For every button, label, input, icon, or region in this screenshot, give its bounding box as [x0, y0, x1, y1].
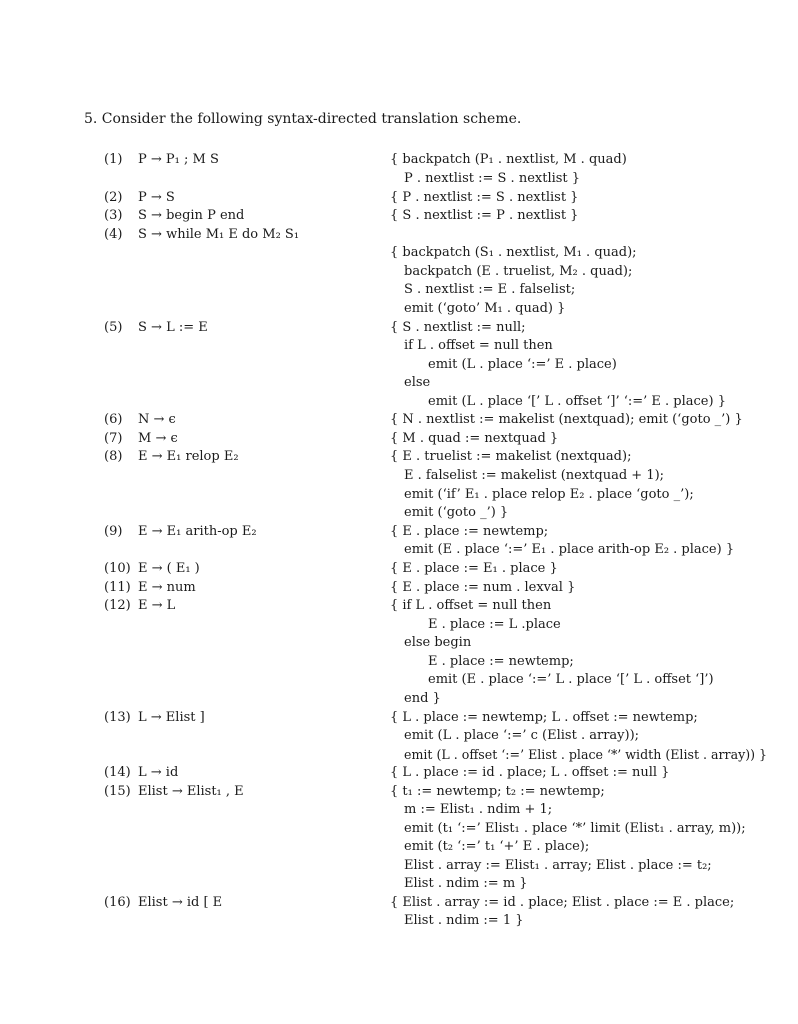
action-line: { E . truelist := makelist (nextquad); — [390, 449, 632, 464]
production-text: S → begin P end — [138, 208, 245, 223]
production-text: L → Elist ] — [138, 710, 205, 725]
action-line: emit (L . place ‘[’ L . offset ‘]’ ‘:=’ E . place) } — [428, 394, 726, 409]
action-line: end } — [404, 691, 441, 706]
production-text: E → E₁ arith-op E₂ — [138, 524, 257, 539]
production-number: (13) — [104, 710, 131, 725]
production-text: Elist → Elist₁ , E — [138, 784, 244, 799]
production-12 — [104, 598, 175, 614]
action-line: emit (t₁ ‘:=’ Elist₁ . place ‘*’ limit (Elist₁ . array, m)); — [404, 821, 746, 836]
production-number: (2) — [104, 190, 123, 205]
action-line: Elist . array := Elist₁ . array; Elist . place := t₂; — [404, 858, 712, 873]
question-title: 5. Consider the following syntax-directed translation scheme. — [84, 111, 522, 127]
action-line: E . place := newtemp; — [428, 654, 574, 669]
action-line: emit (‘goto’ M₁ . quad) } — [404, 301, 566, 316]
production-text: S → while M₁ E do M₂ S₁ — [138, 227, 300, 242]
production-number: (10) — [104, 561, 131, 576]
action-line: emit (t₂ ‘:=’ t₁ ‘+’ E . place); — [404, 839, 590, 854]
action-line: backpatch (E . truelist, M₂ . quad); — [404, 264, 633, 279]
action-line: emit (E . place ‘:=’ L . place ‘[’ L . offset ‘]’) — [428, 672, 714, 687]
production-number: (11) — [104, 580, 131, 595]
production-text: L → id — [138, 765, 179, 780]
action-line: Elist . ndim := m } — [404, 876, 528, 891]
production-9 — [104, 524, 257, 540]
action-line: { t₁ := newtemp; t₂ := newtemp; — [390, 784, 605, 799]
action-line: emit (E . place ‘:=’ E₁ . place arith-op E₂ . place) } — [404, 542, 735, 557]
production-number: (16) — [104, 895, 131, 910]
production-number: (6) — [104, 412, 123, 427]
production-text: E → L — [138, 598, 176, 613]
action-line: emit (L . place ‘:=’ E . place) — [428, 357, 617, 372]
production-text: S → L := E — [138, 320, 208, 335]
action-line: else begin — [404, 635, 472, 650]
production-3 — [104, 208, 244, 224]
action-line: S . nextlist := E . falselist; — [404, 282, 576, 297]
action-line: { S . nextlist := P . nextlist } — [390, 208, 579, 223]
action-line: { M . quad := nextquad } — [390, 431, 559, 446]
action-line: { backpatch (S₁ . nextlist, M₁ . quad); — [390, 245, 637, 260]
production-8 — [104, 449, 239, 465]
production-number: (5) — [104, 320, 123, 335]
action-line: if L . offset = null then — [404, 338, 553, 353]
production-text: N → ϵ — [138, 412, 176, 427]
production-number: (9) — [104, 524, 123, 539]
production-13 — [104, 710, 205, 726]
production-7 — [104, 431, 178, 447]
production-2 — [104, 190, 175, 206]
action-line: { Elist . array := id . place; Elist . place := E . place; — [390, 895, 735, 910]
action-line: { L . place := id . place; L . offset := null } — [390, 765, 670, 780]
production-text: E → ( E₁ ) — [138, 561, 200, 576]
production-4 — [104, 227, 299, 243]
production-number: (15) — [104, 784, 131, 799]
production-10 — [104, 561, 200, 577]
action-line: { L . place := newtemp; L . offset := newtemp; — [390, 710, 698, 725]
action-line: { S . nextlist := null; — [390, 320, 526, 335]
production-15 — [104, 784, 244, 800]
action-line: E . falselist := makelist (nextquad + 1); — [404, 468, 665, 483]
production-16 — [104, 895, 222, 911]
production-text: E → num — [138, 580, 196, 595]
action-line: emit (‘goto _’) } — [404, 505, 509, 520]
production-11 — [104, 580, 196, 596]
production-text: P → S — [138, 190, 175, 205]
action-line: Elist . ndim := 1 } — [404, 913, 524, 928]
production-text: E → E₁ relop E₂ — [138, 449, 239, 464]
production-number: (12) — [104, 598, 131, 613]
action-line: { if L . offset = null then — [390, 598, 552, 613]
action-line: E . place := L .place — [428, 617, 561, 632]
production-text: Elist → id [ E — [138, 895, 223, 910]
production-14 — [104, 765, 178, 781]
action-line: { P . nextlist := S . nextlist } — [390, 190, 579, 205]
production-number: (4) — [104, 227, 123, 242]
action-line: emit (‘if’ E₁ . place relop E₂ . place ‘goto _’); — [404, 487, 694, 502]
production-text: P → P₁ ; M S — [138, 152, 219, 167]
production-number: (8) — [104, 449, 123, 464]
action-line: emit (L . place ‘:=’ c (Elist . array)); — [404, 728, 640, 743]
production-number: (3) — [104, 208, 123, 223]
production-text: M → ϵ — [138, 431, 178, 446]
production-6 — [104, 412, 176, 428]
action-line: m := Elist₁ . ndim + 1; — [404, 802, 553, 817]
production-1 — [104, 152, 219, 168]
action-line: { E . place := num . lexval } — [390, 580, 576, 595]
action-line: emit (L . offset ‘:=’ Elist . place ‘*’ width (Elist . array)) } — [404, 747, 768, 762]
production-number: (1) — [104, 152, 123, 167]
action-line: { N . nextlist := makelist (nextquad); emit (‘goto _’) } — [390, 412, 743, 427]
action-line: else — [404, 375, 431, 390]
production-5 — [104, 320, 208, 336]
production-number: (7) — [104, 431, 123, 446]
action-line: P . nextlist := S . nextlist } — [404, 171, 581, 186]
action-line: { backpatch (P₁ . nextlist, M . quad) — [390, 152, 627, 167]
action-line: { E . place := E₁ . place } — [390, 561, 558, 576]
action-line: { E . place := newtemp; — [390, 524, 549, 539]
production-number: (14) — [104, 765, 131, 780]
